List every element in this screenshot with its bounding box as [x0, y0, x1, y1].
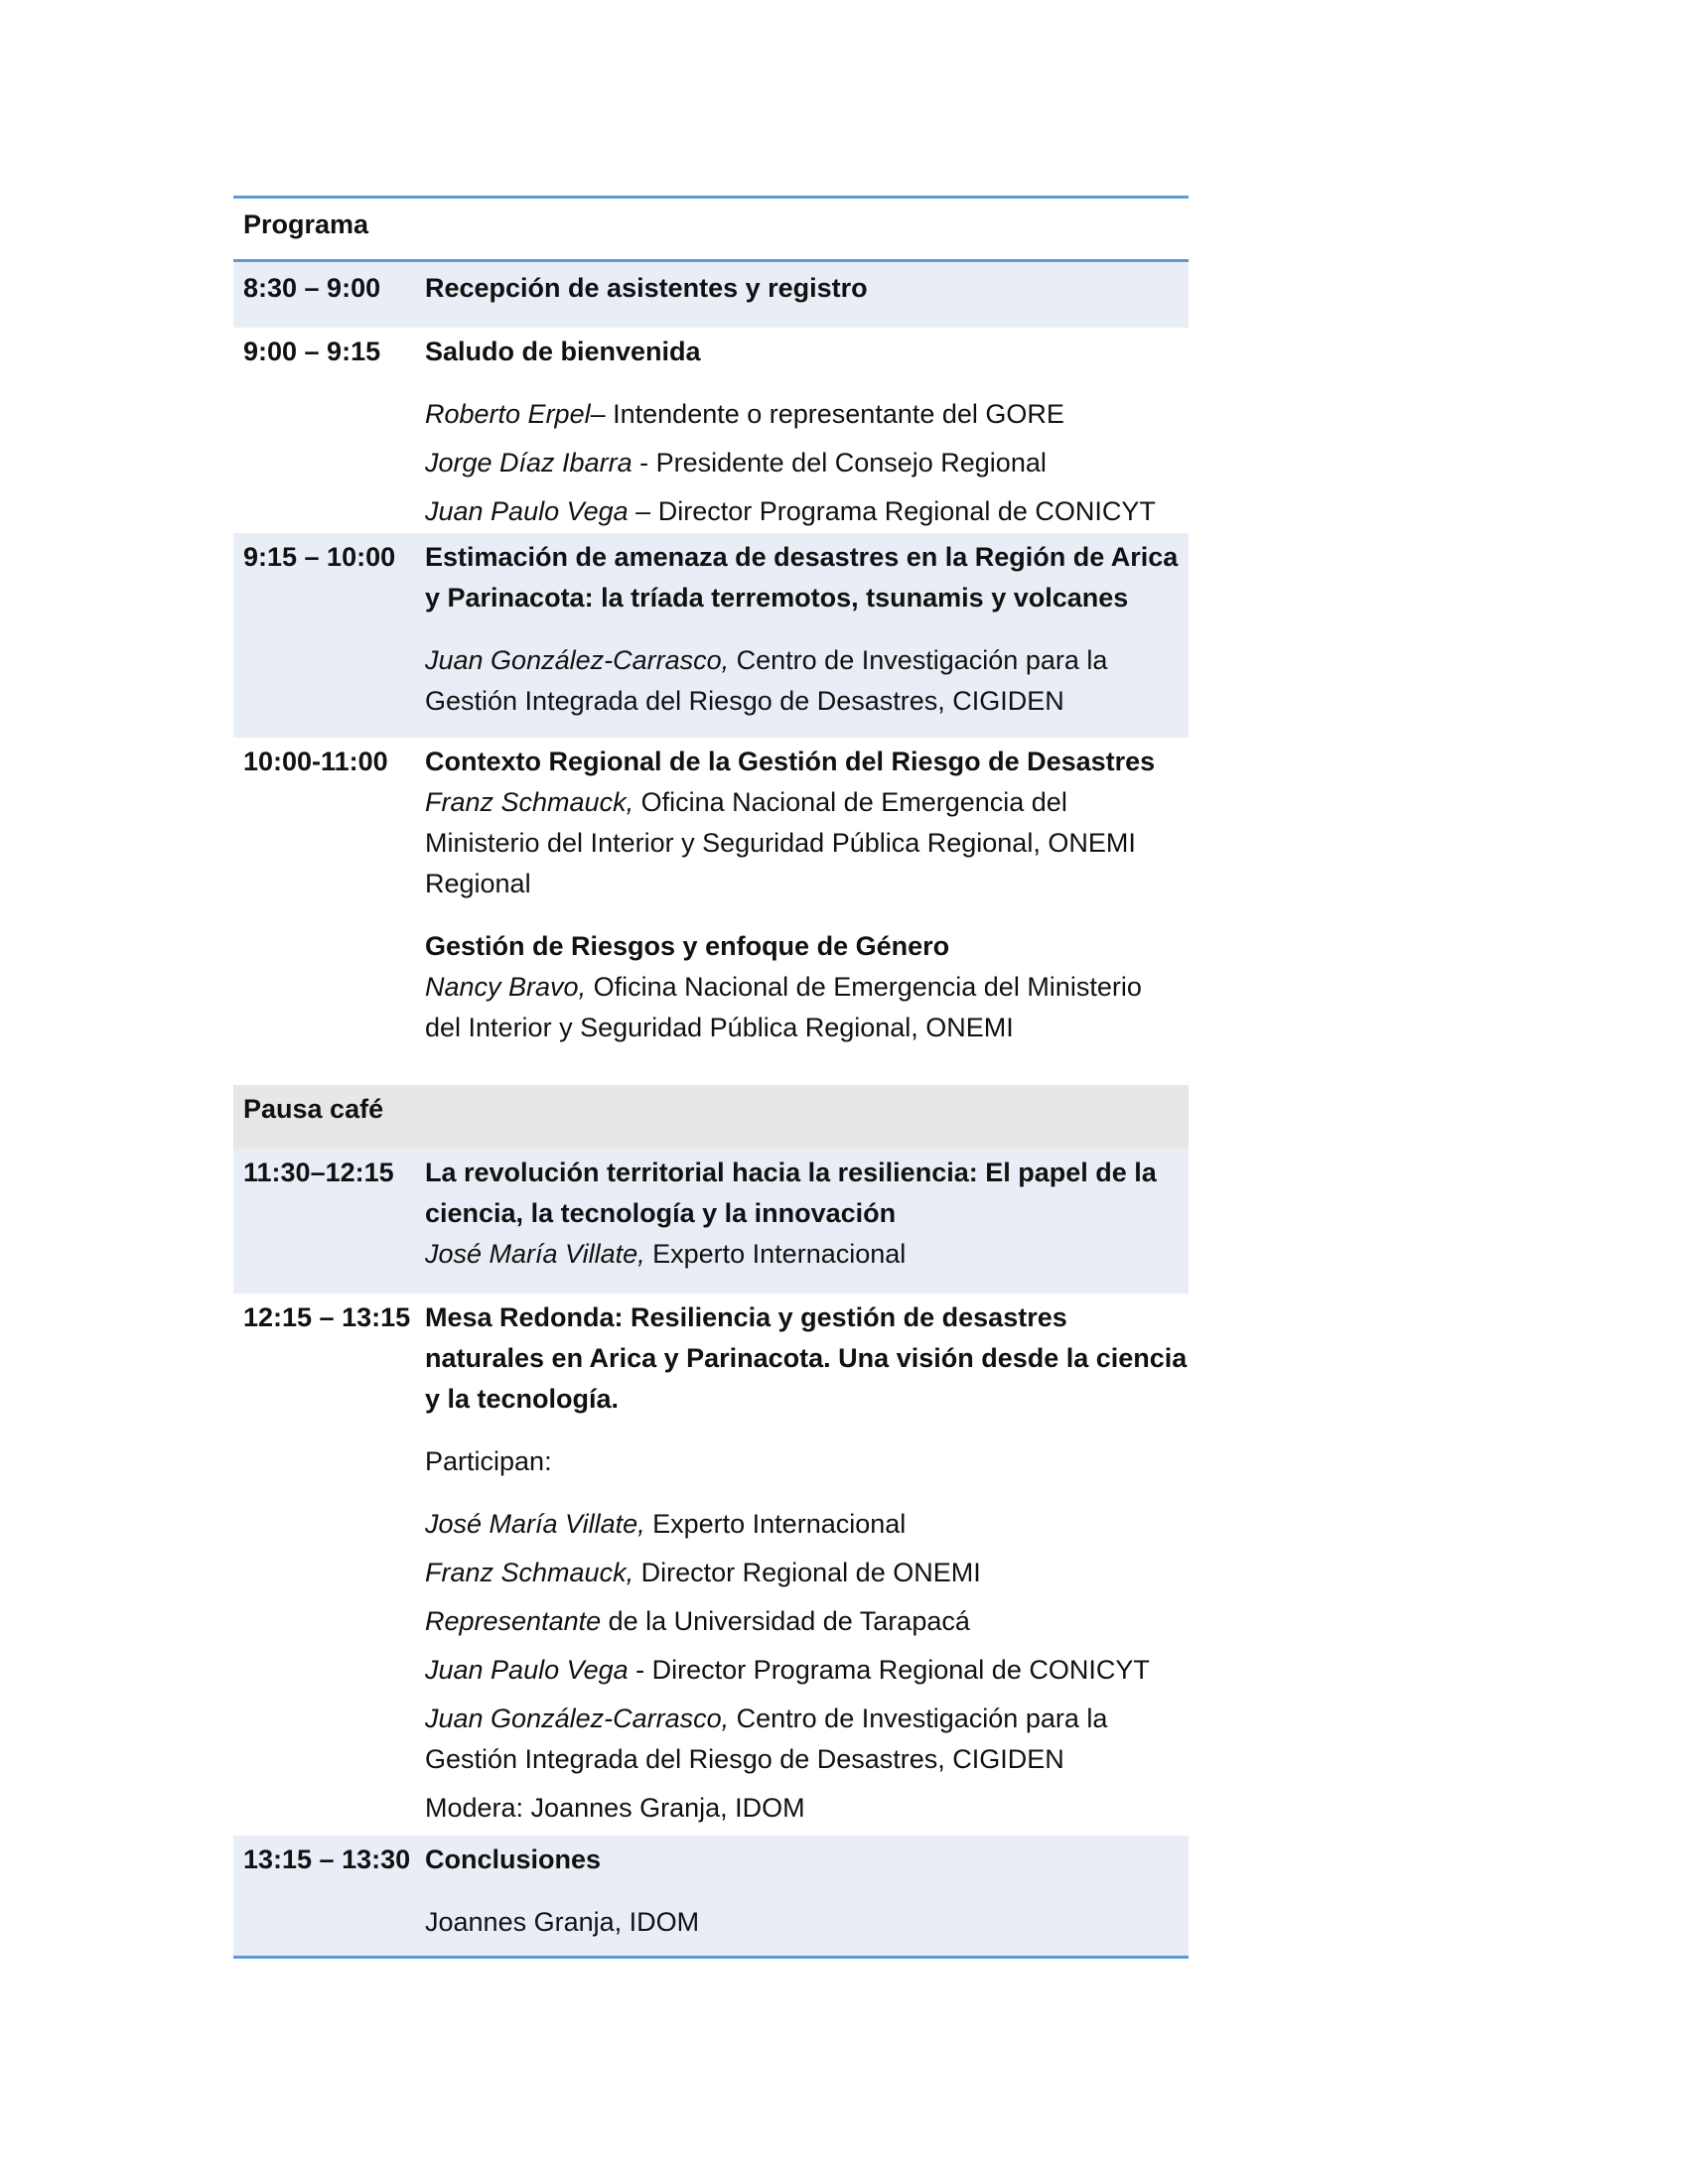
speaker-line: Juan González-Carrasco, Centro de Investigación para la	[425, 645, 1108, 675]
session-title: Saludo de bienvenida	[425, 337, 701, 366]
time-cell: 13:15 – 13:30	[243, 1844, 411, 1874]
speaker-name: Roberto Erpel	[425, 399, 591, 429]
session-title: Conclusiones	[425, 1844, 602, 1874]
session-title: Contexto Regional de la Gestión del Riesgo de Desastres	[425, 747, 1156, 776]
time-cell: 11:30–12:15	[243, 1158, 394, 1187]
table-row	[233, 1836, 1189, 1956]
speaker-name: Nancy Bravo,	[425, 972, 587, 1002]
time-cell: 8:30 – 9:00	[243, 273, 381, 303]
table-row	[233, 1294, 1189, 1836]
speaker-name: José María Villate,	[425, 1509, 645, 1539]
session-title-line: y Parinacota: la tríada terremotos, tsunamis y volcanes	[425, 583, 1129, 613]
speaker-role-line: Regional	[425, 869, 531, 898]
speaker-name: Representante	[425, 1606, 602, 1636]
speaker-line: Nancy Bravo, Oficina Nacional de Emergencia del Ministerio	[425, 972, 1142, 1002]
session-title: Recepción de asistentes y registro	[425, 273, 868, 303]
program-title: Programa	[243, 209, 369, 239]
time-cell: 9:00 – 9:15	[243, 337, 381, 366]
speaker-line: Roberto Erpel– Intendente o representante del GORE	[425, 399, 1064, 429]
table-row	[233, 262, 1189, 328]
speaker-role: Presidente del Consejo Regional	[655, 448, 1047, 478]
participant-line: Franz Schmauck, Director Regional de ONEMI	[425, 1558, 981, 1587]
session-content	[425, 1840, 1189, 1956]
participant-role-line: Gestión Integrada del Riesgo de Desastres, CIGIDEN	[425, 1744, 1064, 1774]
session-title-line: Mesa Redonda: Resiliencia y gestión de desastres	[425, 1302, 1067, 1332]
table-row	[233, 738, 1189, 1085]
speaker-role-line: Ministerio del Interior y Seguridad Pública Regional, ONEMI	[425, 828, 1136, 858]
session-title-line: Estimación de amenaza de desastres en la Región de Arica	[425, 542, 1179, 572]
speaker-line: Franz Schmauck, Oficina Nacional de Emergencia del	[425, 787, 1067, 817]
speaker-line: José María Villate, Experto Internacional	[425, 1239, 907, 1269]
speaker-name: Jorge Díaz Ibarra	[425, 448, 633, 478]
session-content	[425, 332, 1189, 533]
speaker-role: Intendente o representante del GORE	[613, 399, 1064, 429]
speaker-name: Juan González-Carrasco,	[425, 1704, 730, 1733]
speaker-name: Juan Paulo Vega	[425, 1655, 629, 1685]
session-title-line: ciencia, la tecnología y la innovación	[425, 1198, 897, 1228]
participants-label: Participan:	[425, 1446, 552, 1476]
session-title: Gestión de Riesgos y enfoque de Género	[425, 931, 950, 961]
speaker-line: Juan Paulo Vega – Director Programa Regional de CONICYT	[425, 496, 1156, 526]
session-title-line: y la tecnología.	[425, 1384, 620, 1414]
session-content	[425, 537, 1189, 738]
participant-line: Juan González-Carrasco, Centro de Investigación para la	[425, 1704, 1108, 1733]
speaker-role-line: del Interior y Seguridad Pública Regional, ONEMI	[425, 1013, 1014, 1042]
table-row	[233, 1149, 1189, 1294]
session-title-line: naturales en Arica y Parinacota. Una visión desde la ciencia	[425, 1343, 1188, 1373]
speaker-name: José María Villate,	[425, 1239, 645, 1269]
speaker-line: Joannes Granja, IDOM	[425, 1907, 700, 1937]
participant-line: José María Villate, Experto Internacional	[425, 1509, 907, 1539]
session-content	[425, 742, 1189, 1085]
speaker-role: Director Programa Regional de CONICYT	[657, 496, 1156, 526]
speaker-name: Franz Schmauck,	[425, 787, 634, 817]
table-row	[233, 328, 1189, 533]
participant-line: Representante de la Universidad de Tarapacá	[425, 1606, 970, 1636]
speaker-name: Franz Schmauck,	[425, 1558, 634, 1587]
time-cell: 10:00-11:00	[243, 747, 388, 776]
program-table	[233, 196, 1189, 1959]
time-cell: 9:15 – 10:00	[243, 542, 396, 572]
speaker-name: Juan Paulo Vega	[425, 496, 629, 526]
table-header	[233, 199, 1189, 262]
time-cell: 12:15 – 13:15	[243, 1302, 411, 1332]
break-label: Pausa café	[243, 1094, 384, 1124]
session-title-line: La revolución territorial hacia la resiliencia: El papel de la	[425, 1158, 1157, 1187]
table-row	[233, 533, 1189, 738]
moderator-line: Modera: Joannes Granja, IDOM	[425, 1793, 805, 1823]
participant-line: Juan Paulo Vega - Director Programa Regional de CONICYT	[425, 1655, 1150, 1685]
speaker-role-line: Gestión Integrada del Riesgo de Desastres, CIGIDEN	[425, 686, 1064, 716]
break-row	[233, 1085, 1189, 1149]
speaker-line: Jorge Díaz Ibarra - Presidente del Consejo Regional	[425, 448, 1047, 478]
session-content	[425, 1153, 1189, 1294]
session-content	[425, 1297, 1195, 1836]
speaker-name: Juan González-Carrasco,	[425, 645, 730, 675]
